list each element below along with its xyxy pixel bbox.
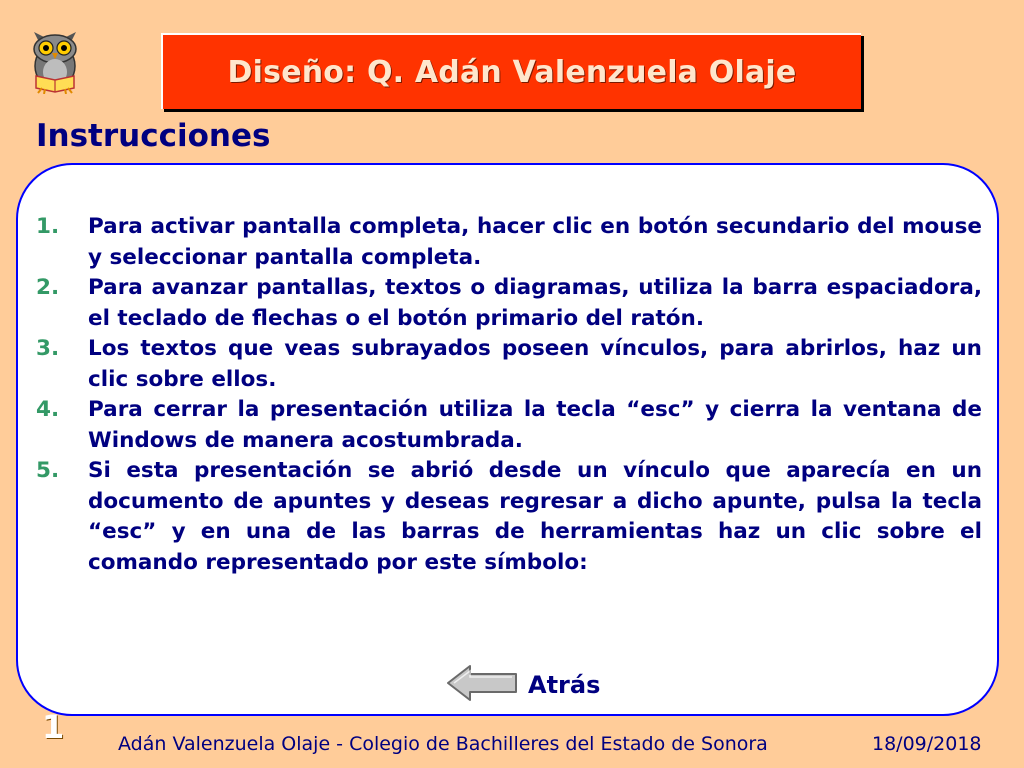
list-item-text: Los textos que veas subrayados poseen vínculos, para abrirlos, haz un clic sobre ellos.: [88, 336, 982, 392]
list-item: [36, 395, 982, 456]
list-item: [36, 273, 982, 334]
list-item: [36, 212, 982, 273]
back-button[interactable]: [446, 664, 600, 706]
footer-author: Adán Valenzuela Olaje - Colegio de Bachilleres del Estado de Sonora: [118, 733, 768, 755]
list-item-number: 2.: [36, 275, 60, 300]
list-item: [36, 456, 982, 578]
owl-icon: [20, 22, 90, 94]
instructions-list: [36, 212, 982, 578]
list-item-number: 5.: [36, 458, 60, 483]
list-item-text: Para activar pantalla completa, hacer clic en botón secundario del mouse y seleccionar pantalla completa.: [88, 214, 982, 270]
back-arrow-icon[interactable]: [446, 664, 518, 706]
back-label[interactable]: Atrás: [528, 671, 601, 699]
section-heading: Instrucciones: [36, 118, 271, 154]
slide-title-box: [161, 33, 861, 109]
list-item-text: Si esta presentación se abrió desde un vínculo que aparecía en un documento de apuntes y deseas regresar a dicho apunte, pulsa la tecla “esc” y en una de las barras de herramientas haz un clic sobre el comando representado por este símbolo:: [88, 458, 982, 575]
list-item-text: Para avanzar pantallas, textos o diagramas, utiliza la barra espaciadora, el teclado de flechas o el botón primario del ratón.: [88, 275, 982, 331]
list-item-number: 1.: [36, 214, 60, 239]
list-item-number: 3.: [36, 336, 60, 361]
footer-date: 18/09/2018: [872, 733, 982, 755]
list-item-text: Para cerrar la presentación utiliza la tecla “esc” y cierra la ventana de Windows de manera acostumbrada.: [88, 397, 982, 453]
list-item-number: 4.: [36, 397, 60, 422]
list-item: [36, 334, 982, 395]
slide-title: Diseño: Q. Adán Valenzuela Olaje: [227, 54, 797, 90]
slide-number: 1: [42, 708, 65, 746]
